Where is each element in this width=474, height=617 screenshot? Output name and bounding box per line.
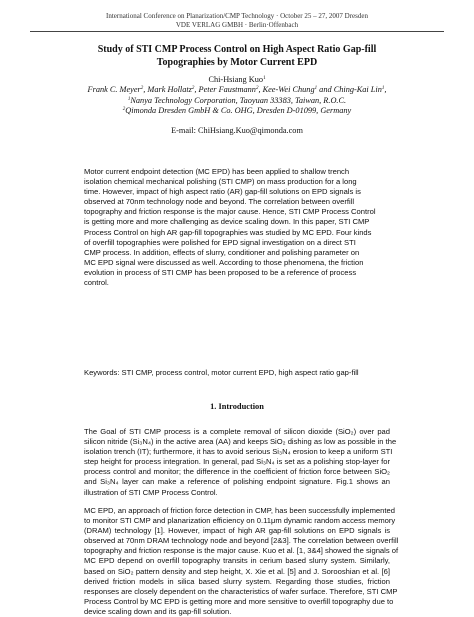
text-line: MC EPD signal were discussed as well. According to those phenomena, the friction [84, 257, 364, 267]
abstract [84, 167, 390, 288]
text-line: Motor current endpoint detection (MC EPD) has been applied to shallow trench [84, 167, 350, 176]
paper-title [30, 44, 444, 69]
keywords: Keywords: STI CMP, process control, motor current EPD, high aspect ratio gap-fill [84, 368, 359, 377]
text-line: topography and friction response is the major cause. Kuo et al. [1, 3&4] showed the signals of [84, 546, 399, 556]
publisher-line: VDE VERLAG GMBH · Berlin·Offenbach [175, 20, 299, 29]
affil-mark: 2 [122, 107, 126, 112]
coauthor: Peter Faustmann [198, 85, 256, 94]
text-line: MC EPD depend on overfill topography transits in cerium based slurry system. Similarly, [84, 556, 390, 566]
text-line: MC EPD, an approach of friction force detection in CMP, has been successfully implemented [84, 506, 395, 515]
conference-header [0, 12, 474, 29]
affiliation-2 [0, 106, 474, 115]
intro-paragraph-2 [84, 506, 399, 617]
text-line: device scaling down and its gap-fill solution. [84, 606, 232, 616]
text-line: CMP process. In addition, effects of slurry, conditioner and polishing parameter on [84, 247, 360, 257]
text-line: Process Control on high AR gap-fill topographies was studied by MC EPD. Four kinds [84, 227, 372, 237]
text-line: isolation trench (IT); furthermore, it has to avoid serious Si₃N₄ erosion to keep a uniform STI [84, 447, 393, 457]
text-line: topography and friction response is the major cause. Hence, STI CMP Process Control [84, 207, 376, 217]
text-line: process control and monitor; the difference in the coefficient of friction force between SiO₂ [84, 467, 390, 477]
coauthor-list: Frank C. Meyer$^2$, Mark Hollatz$^2$, Peter Faustmann$^2$, Kee-Wei Chung$^1$ and Ching-Kai Lin$^1$, [87, 85, 387, 94]
affil-text: Qimonda Dresden GmbH & Co. OHG, Dresden D-01099, Germany [125, 106, 352, 115]
text-line: to monitor STI CMP and planarization efficiency on 0.11μm dynamic random access memory [84, 516, 396, 526]
section-heading: 1. Introduction [210, 402, 264, 411]
text-line: based on SiO₂ pattern density and step height, X. Xie et al. [5] and J. Sorooshian et al. [6] [84, 566, 390, 576]
text-line: step height for process integration. In general, pad Si₃N₄ is set as a polishing stop-layer for [84, 457, 390, 467]
coauthor: Mark Hollatz [147, 85, 192, 94]
text-line: silicon nitride (Si₃N₄) in the active area (AA) and keeps SiO₂ dishing as low as possible in the [84, 437, 397, 447]
coauthor-affil-mark: 1 [314, 86, 318, 91]
author-email: E-mail: ChiHsiang.Kuo@qimonda.com [171, 126, 303, 135]
corresponding-author [0, 75, 474, 84]
coauthor: Frank C. Meyer [87, 85, 141, 94]
text-line: is getting more and more challenging as device scaling down. In this paper, STI CMP [84, 217, 370, 227]
title-line-2: Topographies by Motor Current EPD [156, 56, 318, 68]
text-line: observed at 70nm DRAM technology node and beyond [2&3]. The correlation between overfill [84, 536, 399, 546]
affil-mark: 1 [127, 97, 131, 102]
coauthor-affil-mark: 2 [140, 86, 144, 91]
title-line-1: Study of STI CMP Process Control on High Aspect Ratio Gap-fill [97, 44, 377, 55]
intro-paragraph-1 [84, 427, 397, 498]
coauthor-affil-mark: 2 [255, 86, 259, 91]
text-line: The Goal of STI CMP process is a complete removal of silicon dioxide (SiO₂) over pad [84, 427, 390, 436]
coauthor-affil-mark: 1 [381, 86, 385, 91]
coauthor-affil-mark: 2 [191, 86, 195, 91]
affil-text: Nanya Technology Corporation, Taoyuan 33383, Taiwan, R.O.C. [130, 96, 347, 105]
text-line: of overfill topographies were polished for EPD signal investigation on a direct STI [84, 237, 356, 247]
coauthor: Kee-Wei Chung [262, 85, 315, 94]
text-line: isolation chemical mechanical polishing (STI CMP) on mass production for a long [84, 177, 357, 187]
text-line: (DRAM) technology [1]. However, impact of high AR gap-fill solutions on EPD signals is [84, 526, 390, 536]
conference-line: International Conference on Planarization/CMP Technology · October 25 – 27, 2007 Dresden [106, 12, 368, 20]
text-line: and Si₃N₄ layer can make a reference of polishing endpoint signature. Fig.1 shows an [84, 477, 390, 487]
text-line: responses are closely dependent on the characteristics of wafer surface. Therefore, STI CMP [84, 586, 398, 596]
affiliation-1 [0, 96, 474, 105]
text-line: time. However, impact of high aspect ratio (AR) gap-fill solutions on EPD signals is [84, 187, 361, 197]
text-line: Process Control by MC EPD is getting more and more sensitive to overfill topography due to [84, 596, 394, 606]
text-line: illustration of STI CMP Process Control. [84, 487, 218, 497]
coauthor: Ching-Kai Lin [333, 85, 382, 94]
text-line: derived friction models in silica based slurry system. Regarding those studies, friction [84, 576, 390, 586]
text-line: evolution in process of STI CMP has been proposed to be a reference of process [84, 267, 357, 277]
text-line: control. [84, 278, 109, 288]
author-name: Chi-Hsiang Kuo [208, 75, 264, 84]
author-affil-mark: 1 [263, 76, 266, 81]
header-rule [30, 31, 444, 32]
text-line: observed at 70nm technology node and beyond. The correlation between overfill [84, 197, 355, 207]
